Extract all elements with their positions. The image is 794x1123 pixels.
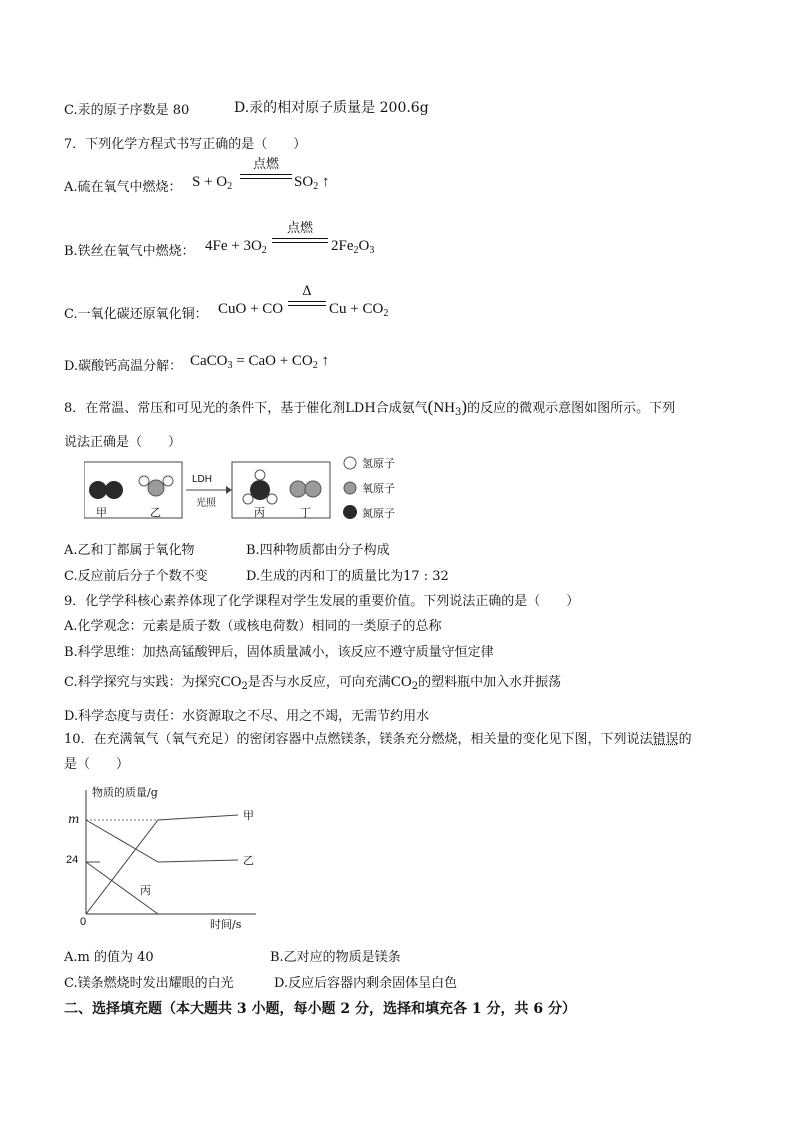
q10-stem-line1: 10．在充满氧气（氧气充足）的密闭容器中点燃镁条，镁条充分燃烧，相关量的变化见下图，下列说法错误的 — [64, 732, 692, 747]
jia-n-atom-2 — [105, 481, 123, 499]
label-yi: 乙 — [150, 506, 161, 519]
yi-h-atom-1 — [139, 476, 149, 486]
legend-n-marker — [343, 505, 357, 519]
label-ding: 丁 — [300, 506, 311, 519]
q6-option-d: D.汞的相对原子质量是 200.6g — [234, 100, 429, 116]
q9-stem: 9．化学学科核心素养体现了化学课程对学生发展的重要价值。下列说法正确的是（ ） — [64, 594, 580, 609]
q10-stem-line2: 是（ ） — [64, 757, 130, 772]
legend-o-label: 氧原子 — [362, 482, 395, 495]
q7-option-c-right: $Cu + CO_2$ — [329, 301, 389, 319]
q10-chart-svg — [60, 782, 260, 932]
q8-option-c: C.反应前后分子个数不变 — [64, 569, 208, 584]
section-2-title: 二、选择填充题（本大题共 3 小题，每小题 2 分，选择和填充各 1 分，共 6 分） — [64, 1001, 576, 1017]
q7-option-a-label: A.硫在氧气中燃烧： — [64, 180, 182, 195]
q9-option-b: B.科学思维：加热高锰酸钾后，固体质量减小，该反应不遵守质量守恒定律 — [64, 645, 494, 660]
y-axis-label: 物质的质量/g — [92, 786, 158, 799]
bing-h-atom-2 — [243, 494, 253, 504]
q10-option-c: C.镁条燃烧时发出耀眼的白光 — [64, 976, 234, 991]
legend-h-marker — [344, 457, 356, 469]
yi-h-atom-2 — [163, 476, 173, 486]
arrow-label-catalyst: LDH — [192, 474, 213, 485]
q8-option-a: A.乙和丁都属于氧化物 — [64, 543, 195, 558]
series-jia-line — [86, 815, 238, 914]
q7-option-a-right: $SO_2$ ↑ — [294, 174, 330, 192]
q10-chart — [60, 782, 260, 932]
bing-h-atom-1 — [255, 470, 265, 480]
q7-option-a-condition: 点燃 — [240, 158, 292, 179]
q8-option-d: D.生成的丙和丁的质量比为17 : 32 — [246, 569, 449, 584]
q10-option-a: A.m 的值为 40 — [64, 950, 154, 965]
q9-option-c: C.科学探究与实践：为探究$CO_2$是否与水反应，可向充满$CO_2$的塑料瓶中加入水并振荡 — [64, 674, 562, 692]
y-tick-24: 24 — [66, 854, 79, 866]
q8-reaction-diagram — [84, 452, 414, 528]
q7-stem: 7．下列化学方程式书写正确的是（ ） — [64, 137, 307, 152]
q6-option-c: C.汞的原子序数是 80 — [64, 103, 190, 118]
origin-label: 0 — [80, 916, 87, 928]
q8-stem-line1: 8．在常温、常压和可见光的条件下，基于催化剂LDH合成氨气$(NH_3)$的反应的微观示意图如图所示。下列 — [64, 397, 676, 418]
q7-option-c-left: CuO + CO — [218, 301, 284, 317]
q9-option-d: D.科学态度与责任：水资源取之不尽、用之不竭，无需节约用水 — [64, 709, 430, 724]
y-tick-m: m — [68, 812, 80, 826]
label-bing: 丙 — [254, 506, 265, 519]
q7-option-d-eq: CaCO$_3$ = CaO + $CO_2$ ↑ — [190, 353, 330, 371]
q8-option-b: B.四种物质都由分子构成 — [246, 543, 390, 558]
jia-n-atom-1 — [89, 481, 107, 499]
series-jia-label: 甲 — [243, 809, 254, 822]
legend-h-label: 氢原子 — [362, 457, 395, 470]
q7-option-c-condition: Δ — [288, 285, 326, 306]
bing-h-atom-3 — [267, 494, 277, 504]
q7-option-b-right: $2Fe_2O_3$ — [331, 238, 375, 256]
q9-option-a: A.化学观念：元素是质子数（或核电荷数）相同的一类原子的总称 — [64, 619, 442, 634]
q7-option-a-left: $S + O_2$ — [192, 174, 233, 192]
q10-option-d: D.反应后容器内剩余固体呈白色 — [274, 976, 458, 991]
q7-option-b-left: $4Fe + 3O_2$ — [205, 238, 267, 256]
series-yi-label: 乙 — [243, 854, 254, 867]
x-axis-label: 时间/s — [210, 918, 242, 931]
arrow-head — [226, 486, 232, 494]
ding-o-atom-2 — [305, 481, 321, 497]
q7-option-d-label: D.碳酸钙高温分解： — [64, 359, 183, 374]
label-jia: 甲 — [96, 506, 107, 519]
series-yi-line — [86, 820, 238, 862]
q7-option-c-label: C.一氧化碳还原氧化铜： — [64, 307, 208, 322]
legend-n-label: 氮原子 — [362, 507, 395, 520]
q10-option-b: B.乙对应的物质是镁条 — [270, 950, 401, 965]
q8-stem-line2: 说法正确是（ ） — [64, 435, 182, 450]
legend-o-marker — [344, 482, 356, 494]
q7-option-b-label: B.铁丝在氧气中燃烧： — [64, 244, 195, 259]
ding-o-atom-1 — [290, 481, 306, 497]
yi-o-atom — [148, 480, 164, 496]
series-bing-label: 丙 — [140, 884, 151, 897]
q7-option-b-condition: 点燃 — [272, 222, 328, 243]
arrow-label-light: 光照 — [196, 498, 216, 509]
